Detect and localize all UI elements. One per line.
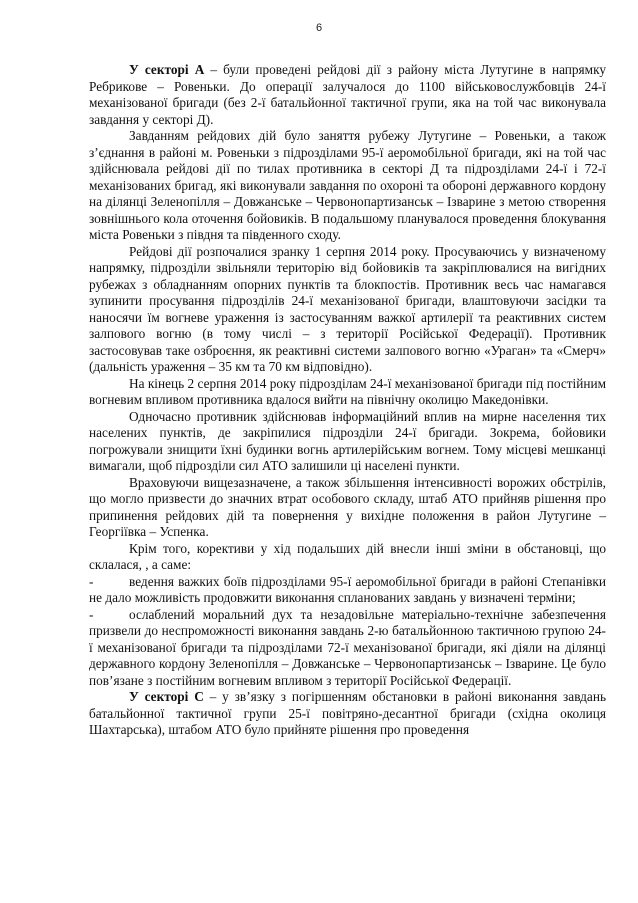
list-item-text: ослаблений моральний дух та незадовільне матеріально-технічне забезпечення призвели до неспроможності виконання завдань 2-ю батальйонною тактичною групою 24-ї механізованої бригади та підрозділами 72-ї механізованої бригади, які діяли на ділянці державного кордону Зеленопілля – Довжанське – Червонопартизанськ – Ізварине. Це було пов’язане з постійним вогневим впливом з території Російської Федерації. <box>89 606 606 688</box>
paragraph-text: Рейдові дії розпочалися зранку 1 серпня 2014 року. Просуваючись у визначеному напрямку, підрозділи звільняли територію від бойовиків та закріплювалися на вигідних рубежах з обладнанням опорних пунктів та блокпостів. Противник весь час намагався зупинити просування підрозділів 24-ї механізованої бригади, влаштовуючи засідки та наносячи їм вогневе ураження із застосуванням важкої артилерії та реактивних систем залпового вогню (в тому числі – з території Російської Федерації). Противник застосовував таке озброєння, як реактивні системи залпового вогню «Ураган» та «Смерч» (дальність ураження – 35 км та 70 км відповідно). <box>89 243 606 374</box>
sector-heading: У секторі С <box>129 689 204 704</box>
paragraph-text: Завданням рейдових дій було заняття рубежу Лутугине – Ровеньки, а також з’єднання в районі м. Ровеньки з підрозділами 95-ї аеромобільної бригади, які на той час здійснювала рейдові дії по тилах противника в секторі Д та підрозділами 24-ї і 72-ї механізованих бригад, які виконували завдання по охороні та обороні державного кордону на ділянці Зеленопілля – Довжанське – Червонопартизанськ – Ізварине з метою створення зовнішнього кола оточення бойовиків. В подальшому планувалося проведення блокування міста Ровеньки з півдня та південного сходу. <box>89 128 606 242</box>
paragraph <box>89 244 606 376</box>
list-item <box>89 574 606 607</box>
list-dash: - <box>89 606 94 622</box>
paragraph <box>89 475 606 541</box>
page-number: 6 <box>315 22 323 34</box>
sector-heading: У секторі А <box>129 62 205 77</box>
paragraph-sector-c <box>89 689 606 739</box>
paragraph-text: На кінець 2 серпня 2014 року підрозділам 24-ї механізованої бригади під постійним вогневим впливом противника вдалося вийти на північну околицю Македонівки. <box>89 375 606 407</box>
paragraph-text: Враховуючи вищезазначене, а також збільшення інтенсивності ворожих обстрілів, що могло призвести до значних втрат особового складу, штаб АТО прийняв рішення про припинення рейдових дій та повернення у вихідне положення в район Лутугине – Георгіївка – Успенка. <box>89 474 606 539</box>
paragraph <box>89 541 606 574</box>
list-item <box>89 607 606 690</box>
paragraph-text: Одночасно противник здійснював інформаційний вплив на мирне населення тих населених пунктів, де закріпилися підрозділи 24-ї бригади. Зокрема, бойовики погрожували знищити їхні будинки вогнь артилерійським вогнем. Тому місцеві мешканці вимагали, щоб підрозділи сил АТО залишили ці населені пункти. <box>89 408 606 473</box>
paragraph <box>89 409 606 475</box>
list-item-text: ведення важких боїв підрозділами 95-ї аеромобільної бригади в районі Степанівки не дало можливість продовжити виконання спланованих завдань у визначені терміни; <box>89 573 606 605</box>
paragraph-text: Крім того, корективи у хід подальших дій внесли інші зміни в обстановці, що склалася, , а саме: <box>89 540 606 572</box>
paragraph <box>89 128 606 244</box>
list-dash: - <box>89 573 94 589</box>
paragraph-text: – у зв’язку з погіршенням обстановки в районі виконання завдань батальйонної тактичної групи 25-ї повітряно-десантної бригади (східна околиця Шахтарська), штабом АТО було прийняте рішення про проведення <box>89 689 607 737</box>
document-body <box>89 62 606 739</box>
paragraph-sector-a <box>89 62 606 128</box>
paragraph-text: – були проведені рейдові дії з району міста Лутугине в напрямку Ребрикове – Ровеньки. До операції залучалося до 1100 військовослужбовців 24-ї механізованої бригади (без 2-ї батальйонної тактичної групи, яка на той час виконувала завдання у секторі Д). <box>89 62 607 127</box>
paragraph <box>89 376 606 409</box>
